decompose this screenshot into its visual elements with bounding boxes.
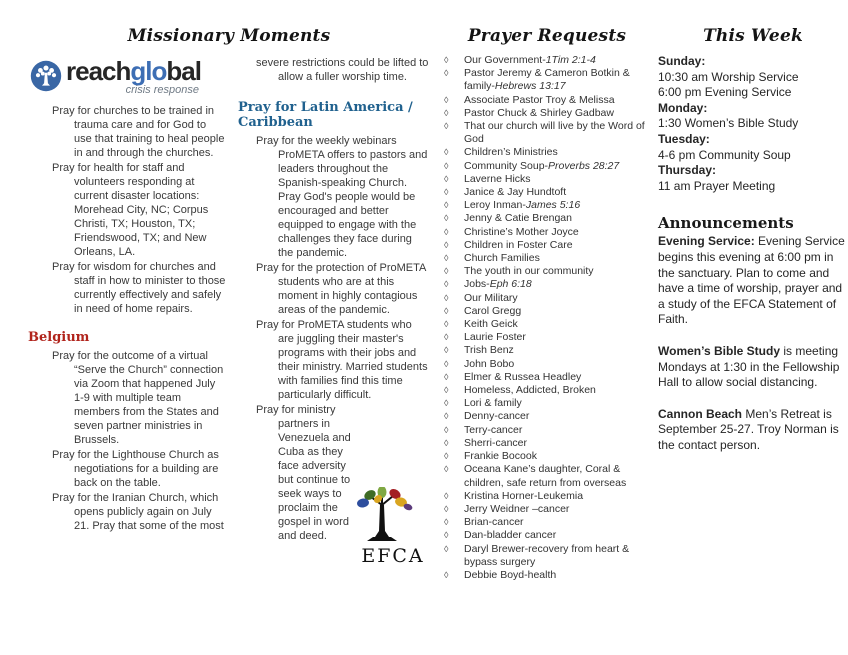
schedule-event: 6:00 pm Evening Service xyxy=(658,85,792,100)
missionary-title: Missionary Moments xyxy=(127,26,331,46)
announcement-lead: Cannon Beach xyxy=(658,406,743,421)
diamond-bullet-icon: ◊ xyxy=(444,292,449,303)
prayer-request-item xyxy=(440,318,654,331)
prayer-request-text: That our church will live by the Word of God xyxy=(464,120,645,146)
prayer-request-text: Jobs-Eph 6:18 xyxy=(464,278,532,291)
announcement: Women’s Bible Study is meeting Mondays at 1:30 in the Fellowship Hall to allow social distancing. xyxy=(658,343,840,390)
prayer-request-item xyxy=(440,54,654,67)
diamond-bullet-icon: ◊ xyxy=(444,490,449,501)
efca-logo xyxy=(356,487,430,566)
schedule-event: 4-6 pm Community Soup xyxy=(658,147,791,162)
announcement: Cannon Beach Men’s Retreat is September 25-27. Troy Norman is the contact person. xyxy=(658,406,839,452)
prayer-request-text: Jenny & Catie Brengan xyxy=(464,212,572,225)
prayer-request-item xyxy=(440,569,654,582)
prayer-requests-panel xyxy=(430,26,658,655)
belgium-prayers-continued xyxy=(238,56,430,84)
diamond-bullet-icon: ◊ xyxy=(444,345,449,356)
diamond-bullet-icon: ◊ xyxy=(444,160,449,171)
prayer-request-item xyxy=(440,173,654,186)
diamond-bullet-icon: ◊ xyxy=(444,543,449,554)
prayer-request-text: Oceana Kane’s daughter, Coral & children, safe return from overseas xyxy=(464,463,627,489)
prayer-request-text: Pastor Chuck & Shirley Gadbaw xyxy=(464,106,614,119)
schedule-day-label: Tuesday: xyxy=(658,131,710,146)
schedule-event: 1:30 Women’s Bible Study xyxy=(658,116,799,131)
schedule-event: 11 am Prayer Meeting xyxy=(658,178,776,193)
prayer-paragraph: Pray for wisdom for churches and staff in how to minister to those currently effectively and safely in need of home repairs. xyxy=(52,261,226,315)
prayer-request-item xyxy=(440,305,654,318)
prayer-requests-title: Prayer Requests xyxy=(467,26,627,46)
prayer-request-text: Laurie Foster xyxy=(464,331,526,344)
prayer-request-text: Children’s Ministries xyxy=(464,146,558,159)
diamond-bullet-icon: ◊ xyxy=(444,464,449,475)
prayer-request-item xyxy=(440,490,654,503)
prayer-request-text: Sherri-cancer xyxy=(464,436,528,449)
diamond-bullet-icon: ◊ xyxy=(444,94,449,105)
prayer-paragraph: Pray for the Iranian Church, which opens publicly again on July 21. Pray that some of the most xyxy=(52,492,224,532)
diamond-bullet-icon: ◊ xyxy=(444,358,449,369)
scripture-reference: 1Tim 2:1-4 xyxy=(545,54,596,66)
diamond-bullet-icon: ◊ xyxy=(444,253,449,264)
announcements-list xyxy=(658,234,848,453)
schedule-event: 10:30 am Worship Service xyxy=(658,69,799,84)
prayer-request-text: Church Families xyxy=(464,252,540,265)
diamond-bullet-icon: ◊ xyxy=(444,68,449,79)
prayer-request-item xyxy=(440,120,654,146)
this-week-title: This Week xyxy=(703,26,803,46)
prayer-request-list xyxy=(440,54,654,582)
prayer-request-item xyxy=(440,292,654,305)
crisis-response-prayers xyxy=(28,104,226,316)
prayer-request-item xyxy=(440,503,654,516)
prayer-paragraph: Pray for the Lighthouse Church as negotiations for a building are back on the table. xyxy=(52,449,219,489)
schedule-day-label: Thursday: xyxy=(658,163,717,178)
diamond-bullet-icon: ◊ xyxy=(444,332,449,343)
missionary-column-2 xyxy=(238,54,430,566)
announcement-lead: Evening Service: xyxy=(658,234,755,249)
prayer-request-item xyxy=(440,186,654,199)
prayer-request-text: Daryl Brewer-recovery from heart & bypass surgery xyxy=(464,542,630,568)
scripture-reference: Hebrews 13:17 xyxy=(494,80,566,93)
diamond-bullet-icon: ◊ xyxy=(444,424,449,435)
prayer-request-item xyxy=(440,450,654,463)
prayer-paragraph: Pray for churches to be trained in trauma care and for God to use that training to heal people in and through the churches. xyxy=(52,105,225,159)
prayer-request-text: Pastor Jeremy & Cameron Botkin & family-Hebrews 13:17 xyxy=(464,67,630,93)
prayer-request-text: Denny-cancer xyxy=(464,410,530,423)
prayer-request-item xyxy=(440,239,654,252)
missionary-panel xyxy=(28,26,430,655)
prayer-request-item xyxy=(440,199,654,212)
prayer-request-item xyxy=(440,278,654,291)
latin-america-heading: Pray for Latin America / Caribbean xyxy=(238,100,413,130)
prayer-request-text: Laverne Hicks xyxy=(464,172,531,185)
diamond-bullet-icon: ◊ xyxy=(444,517,449,528)
diamond-bullet-icon: ◊ xyxy=(444,187,449,198)
prayer-request-text: Dan-bladder cancer xyxy=(464,529,557,542)
diamond-bullet-icon: ◊ xyxy=(444,173,449,184)
scripture-reference: James 5:16 xyxy=(525,199,581,212)
announcements-heading: Announcements xyxy=(658,214,794,233)
diamond-bullet-icon: ◊ xyxy=(444,55,449,65)
prayer-request-text: Community Soup-Proverbs 28:27 xyxy=(464,159,620,172)
prayer-paragraph: Pray for the outcome of a virtual “Serve the Church” connection via Zoom that happened July 1-9 with multiple team members from the States and seven partner ministries in Brussels. xyxy=(52,350,224,446)
diamond-bullet-icon: ◊ xyxy=(444,411,449,422)
prayer-paragraph: Pray for health for staff and volunteers responding at current disaster locations: Morehead City, NC; Corpus Christi, TX; Houston, TX; Friendswood, TX; and New Orleans, LA. xyxy=(52,162,209,258)
prayer-request-text: Children in Foster Care xyxy=(464,238,573,251)
prayer-request-item xyxy=(440,265,654,278)
prayer-request-item xyxy=(440,107,654,120)
schedule-day-label: Sunday: xyxy=(658,54,706,68)
diamond-bullet-icon: ◊ xyxy=(444,200,449,211)
reachglobal-tree-icon xyxy=(30,60,62,92)
prayer-request-text: Janice & Jay Hundtoft xyxy=(464,186,567,199)
prayer-paragraph: EFCA Pray for ministry partners in Venezuela and Cuba as they face adversity but continue to seek ways to proclaim the gospel in word and deed. xyxy=(256,403,430,543)
prayer-paragraph: Pray for the weekly webinars ProMETA offers to pastors and leaders throughout the Spanish-speaking Church. Pray God's people would be encouraged and better equipped to engage with the challenges they face during the pandemic. xyxy=(256,135,428,259)
prayer-request-text: Terry-cancer xyxy=(464,423,523,436)
prayer-request-item xyxy=(440,160,654,173)
prayer-request-text: Trish Benz xyxy=(464,344,514,357)
belgium-heading: Belgium xyxy=(28,330,90,345)
this-week-panel xyxy=(658,26,848,655)
prayer-request-item xyxy=(440,424,654,437)
reachglobal-tagline: crisis response xyxy=(125,84,199,96)
latin-america-prayers xyxy=(238,134,430,567)
prayer-request-item xyxy=(440,397,654,410)
prayer-request-item xyxy=(440,516,654,529)
scripture-reference: Proverbs 28:27 xyxy=(548,159,620,172)
diamond-bullet-icon: ◊ xyxy=(444,371,449,382)
diamond-bullet-icon: ◊ xyxy=(444,319,449,330)
diamond-bullet-icon: ◊ xyxy=(444,107,449,118)
announcement: Evening Service: Evening Service begins this evening at 6:00 pm in the sanctuary. Plan to come and have a time of worship, prayer and a study of the EFCA Statement of Faith. xyxy=(658,234,845,327)
prayer-request-item xyxy=(440,252,654,265)
prayer-request-text: Brian-cancer xyxy=(464,516,524,529)
missionary-column-1 xyxy=(28,54,226,566)
prayer-request-text: Our Military xyxy=(464,291,518,304)
prayer-request-item xyxy=(440,344,654,357)
diamond-bullet-icon: ◊ xyxy=(444,305,449,316)
diamond-bullet-icon: ◊ xyxy=(444,503,449,514)
prayer-request-item xyxy=(440,410,654,423)
prayer-request-text: Frankie Bocook xyxy=(464,450,537,463)
prayer-request-item xyxy=(440,212,654,225)
diamond-bullet-icon: ◊ xyxy=(444,451,449,462)
prayer-request-text: John Bobo xyxy=(464,357,515,370)
prayer-request-item xyxy=(440,358,654,371)
prayer-request-text: Keith Geick xyxy=(464,318,518,331)
prayer-request-item xyxy=(440,543,654,569)
diamond-bullet-icon: ◊ xyxy=(444,266,449,277)
prayer-request-text: Jerry Weidner –cancer xyxy=(464,502,570,515)
prayer-request-item xyxy=(440,384,654,397)
diamond-bullet-icon: ◊ xyxy=(444,398,449,409)
belgium-prayers xyxy=(28,349,226,533)
prayer-request-text: Lori & family xyxy=(464,397,522,410)
announcement-lead: Women’s Bible Study xyxy=(658,343,781,358)
diamond-bullet-icon: ◊ xyxy=(444,213,449,224)
diamond-bullet-icon: ◊ xyxy=(444,437,449,448)
prayer-request-item xyxy=(440,371,654,384)
prayer-request-text: Christine’s Mother Joyce xyxy=(464,225,579,238)
prayer-request-text: Associate Pastor Troy & Melissa xyxy=(464,93,615,106)
reachglobal-logo xyxy=(30,58,226,96)
prayer-request-item xyxy=(440,529,654,542)
diamond-bullet-icon: ◊ xyxy=(444,121,449,132)
prayer-request-text: Debbie Boyd-health xyxy=(464,568,557,581)
diamond-bullet-icon: ◊ xyxy=(444,569,449,580)
prayer-request-text: The youth in our community xyxy=(464,265,594,278)
diamond-bullet-icon: ◊ xyxy=(444,279,449,290)
prayer-request-text: Kristina Horner-Leukemia xyxy=(464,489,584,502)
scripture-reference: Eph 6:18 xyxy=(489,278,532,291)
prayer-request-item xyxy=(440,146,654,159)
diamond-bullet-icon: ◊ xyxy=(444,530,449,541)
prayer-request-item xyxy=(440,463,654,489)
weekly-schedule xyxy=(658,54,848,194)
reachglobal-wordmark: reachglobal crisis response xyxy=(66,56,201,96)
prayer-request-text: Our Government-1Tim 2:1-4 xyxy=(464,54,596,66)
prayer-request-text: Carol Gregg xyxy=(464,304,522,317)
prayer-request-text: Elmer & Russea Headley xyxy=(464,370,582,383)
efca-tree-icon xyxy=(351,487,413,543)
prayer-paragraph: severe restrictions could be lifted to allow a fuller worship time. xyxy=(256,57,429,83)
prayer-request-text: Leroy Inman-James 5:16 xyxy=(464,199,581,212)
diamond-bullet-icon: ◊ xyxy=(444,385,449,396)
prayer-request-item xyxy=(440,331,654,344)
prayer-request-item xyxy=(440,94,654,107)
diamond-bullet-icon: ◊ xyxy=(444,239,449,250)
prayer-request-item xyxy=(440,67,654,93)
schedule-day-label: Monday: xyxy=(658,100,708,115)
prayer-request-text: Homeless, Addicted, Broken xyxy=(464,384,596,397)
prayer-request-item xyxy=(440,437,654,450)
efca-wordmark: EFCA xyxy=(361,545,425,567)
diamond-bullet-icon: ◊ xyxy=(444,226,449,237)
prayer-paragraph: Pray for the protection of ProMETA students who are at this moment in highly contagious areas of the pandemic. xyxy=(256,262,426,316)
diamond-bullet-icon: ◊ xyxy=(444,147,449,158)
prayer-paragraph: Pray for ProMETA students who are juggling their master's programs with their jobs and their ministry. Married students with families find this time particularly difficult. xyxy=(256,319,428,401)
prayer-request-item xyxy=(440,226,654,239)
